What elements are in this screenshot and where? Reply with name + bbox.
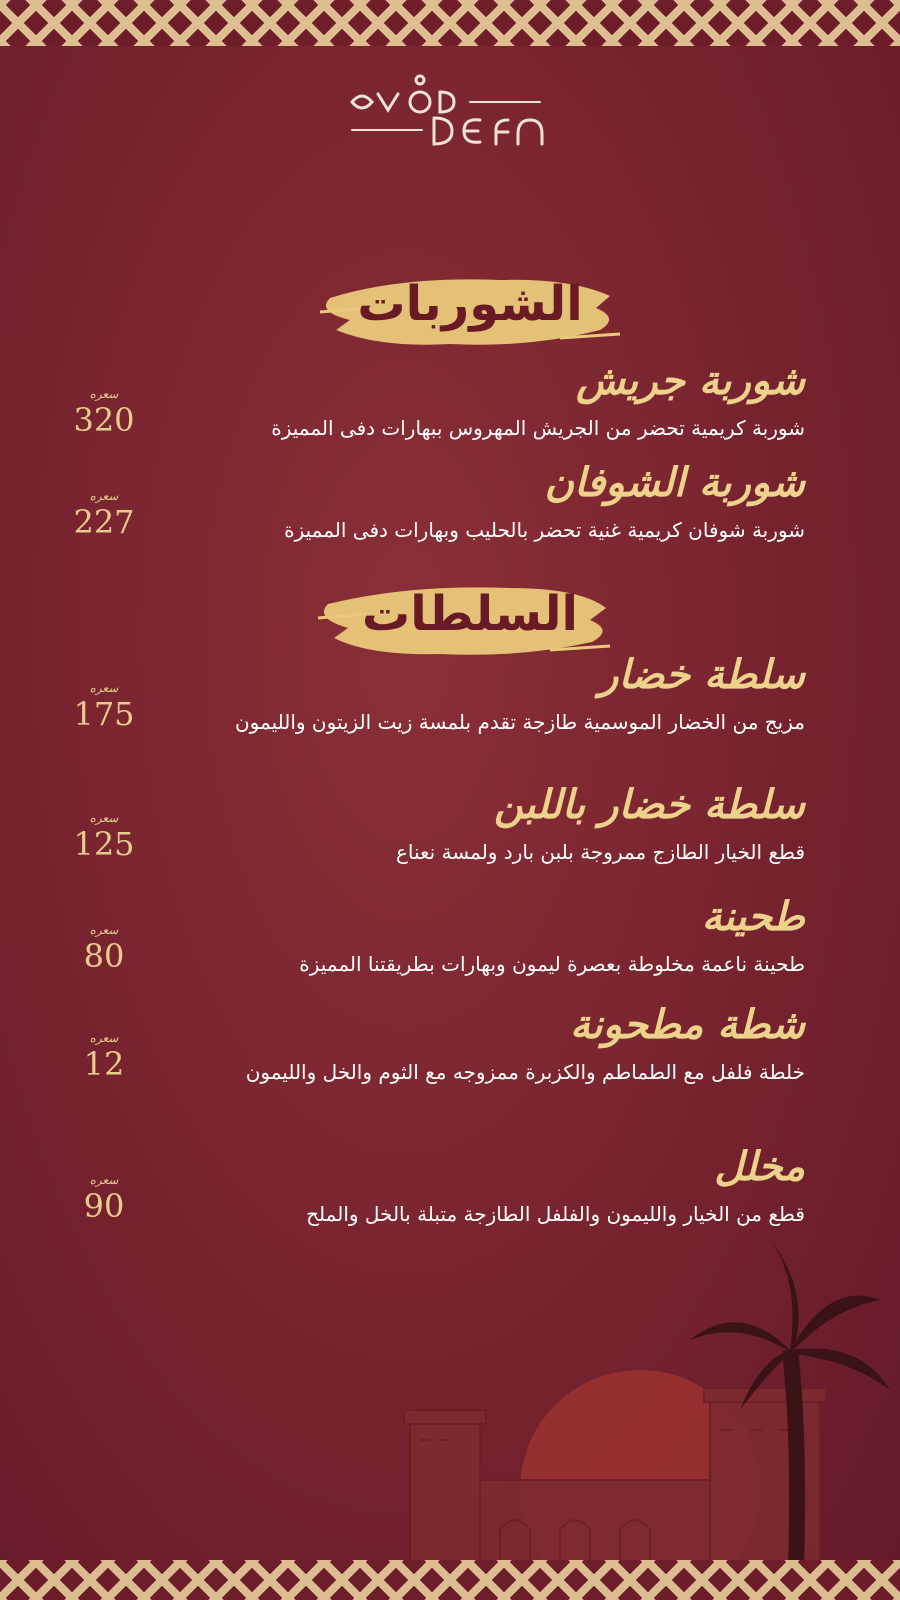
price-value: 80 [83, 937, 125, 975]
item-name: سلطة خضار باللبن [493, 781, 805, 828]
price-block [68, 1030, 140, 1082]
menu-item [60, 458, 805, 550]
menu-item [60, 1000, 805, 1130]
price-value: 227 [73, 503, 135, 541]
menu-item [60, 650, 805, 780]
menu-item [60, 892, 805, 984]
price-label: سعره [89, 1031, 119, 1045]
item-name: طحينة [701, 893, 805, 940]
price-block [68, 488, 140, 540]
item-name: شوربة جريش [576, 357, 805, 404]
item-description: شوربة كريمية تحضر من الجريش المهروس ببهارات دفى المميزة [271, 416, 805, 440]
price-block [68, 922, 140, 974]
price-label: سعره [89, 681, 119, 695]
price-value: 12 [83, 1045, 125, 1083]
price-label: سعره [89, 387, 119, 401]
item-name: مخلل [714, 1143, 805, 1190]
price-block [68, 680, 140, 732]
item-name: شوربة الشوفان [544, 459, 805, 506]
top-pattern-border [0, 0, 900, 46]
item-name: سلطة خضار [599, 651, 805, 698]
item-name: شطة مطحونة [570, 1001, 805, 1048]
brand-logo [340, 68, 560, 168]
section-title-soups [310, 268, 630, 358]
item-description: طحينة ناعمة مخلوطة بعصرة ليمون وبهارات بطريقتنا المميزة [299, 952, 805, 976]
price-block [68, 386, 140, 438]
menu-item [60, 356, 805, 448]
item-description: خلطة فلفل مع الطماطم والكزبرة ممزوجه مع الثوم والخل والليمون [245, 1060, 805, 1084]
price-value: 320 [73, 401, 135, 439]
price-label: سعره [89, 811, 119, 825]
item-description: شوربة شوفان كريمية غنية تحضر بالحليب وبهارات دفى المميزة [284, 518, 805, 542]
item-description: قطع الخيار الطازج ممروجة بلبن بارد ولمسة نعناع [395, 840, 805, 864]
item-description: قطع من الخيار والليمون والفلفل الطازجة متبلة بالخل والملح [306, 1202, 805, 1226]
price-value: 90 [83, 1187, 125, 1225]
price-label: سعره [89, 489, 119, 503]
price-label: سعره [89, 923, 119, 937]
price-block [68, 1172, 140, 1224]
bottom-pattern-border [0, 1560, 900, 1600]
price-label: سعره [89, 1173, 119, 1187]
defa-logo-icon [340, 68, 560, 168]
section-title-label: السلطات [362, 586, 578, 642]
section-title-label: الشوربات [357, 276, 583, 332]
menu-item [60, 780, 805, 872]
price-value: 125 [73, 825, 135, 863]
price-block [68, 810, 140, 862]
menu-item [60, 1142, 805, 1234]
item-description: مزيج من الخضار الموسمية طازجة تقدم بلمسة زيت الزيتون والليمون [234, 710, 805, 734]
desert-scenery [0, 1240, 900, 1570]
price-value: 175 [73, 695, 135, 733]
